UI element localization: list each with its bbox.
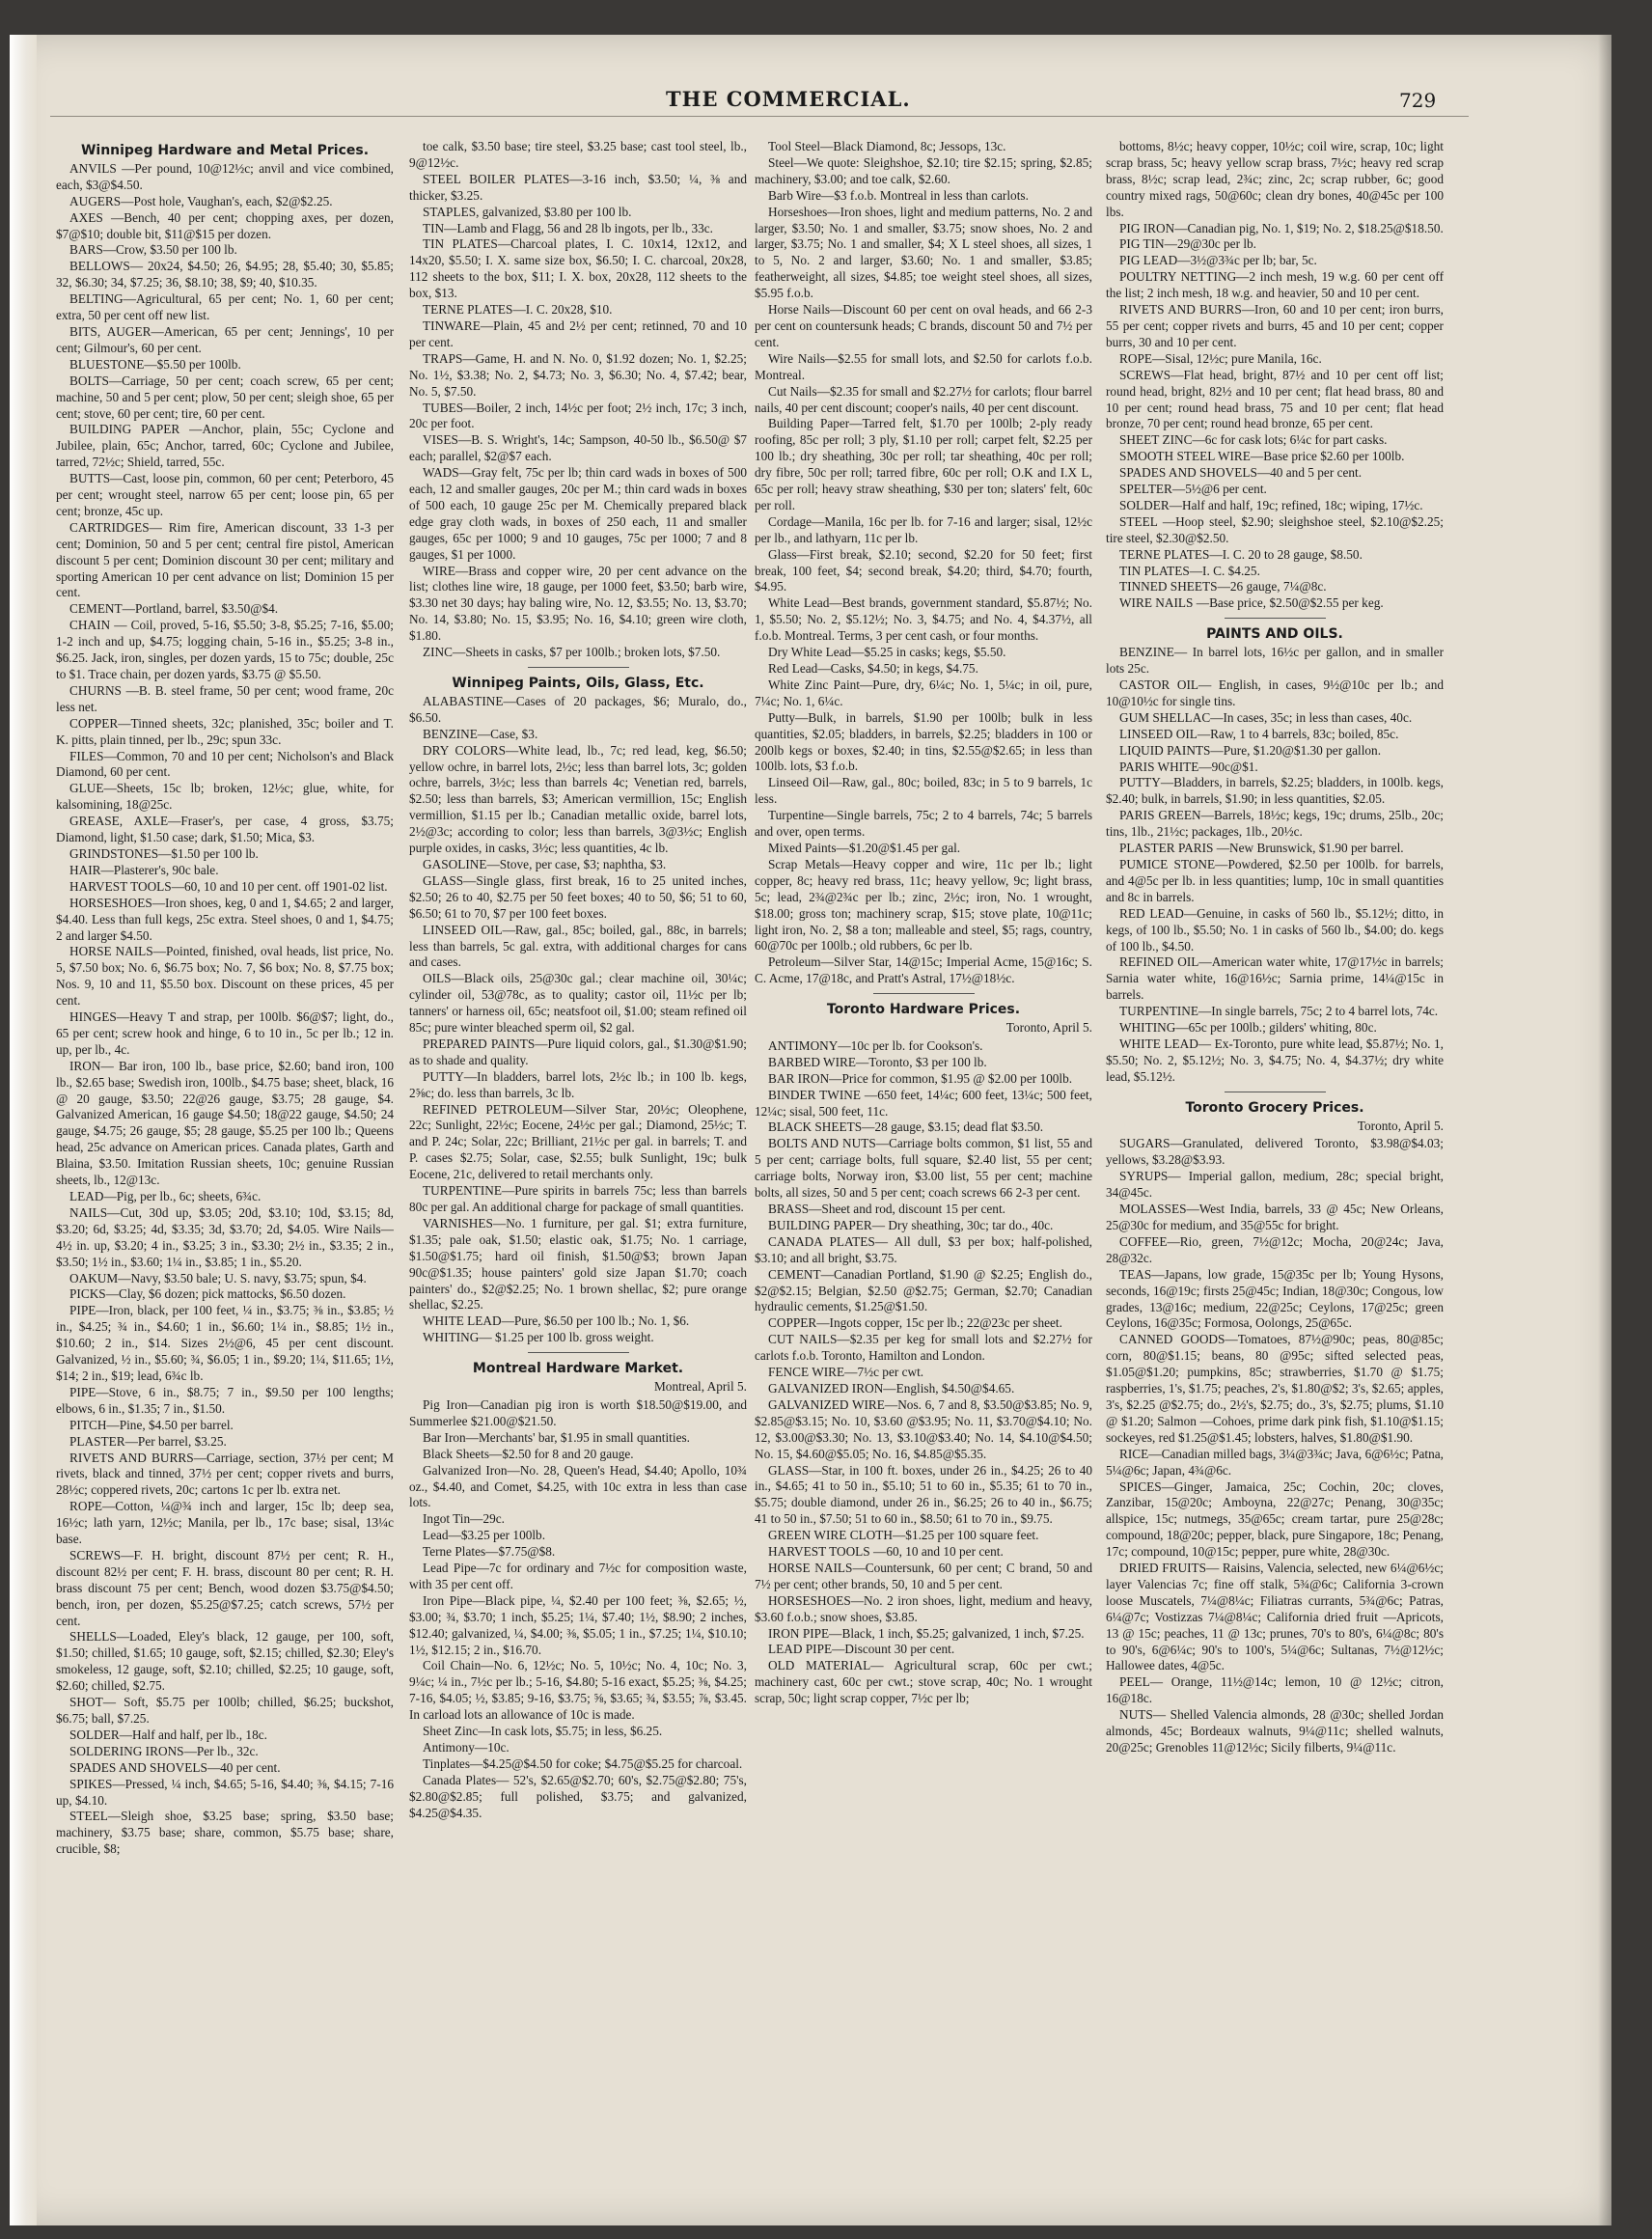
price-entry: STEEL BOILER PLATES—3-16 inch, $3.50; ¼, ⅜ and thicker, $3.25. bbox=[409, 171, 747, 203]
price-entry: Bar Iron—Merchants' bar, $1.95 in small quantities. bbox=[423, 1429, 690, 1445]
price-entry: BARS—Crow, $3.50 per 100 lb. bbox=[69, 242, 237, 258]
price-entry: SHOT— Soft, $5.75 per 100lb; chilled, $6.25; buckshot, $6.75; ball, $7.25. bbox=[56, 1695, 394, 1726]
section-heading: Winnipeg Paints, Oils, Glass, Etc. bbox=[452, 676, 704, 691]
price-entry: LINSEED OIL—Raw, gal., 85c; boiled, gal., 88c, in barrels; less than barrels, 5c gal. extra, with additional charges for cans and cases. bbox=[409, 922, 747, 970]
price-column-3 bbox=[755, 139, 1092, 2204]
price-entry: TRAPS—Game, H. and N. No. 0, $1.92 dozen; No. 1, $2.25; No. 1½, $3.38; No. 2, $4.73; No. 3, $6.30; No. 4, $7.42; bear, No. 5, $7.50. bbox=[409, 350, 747, 399]
price-entry: bottoms, 8½c; heavy copper, 10½c; coil wire, scrap, 10c; light scrap brass, 5c; heavy yellow scrap brass, 7½c; heavy red scrap brass, 8½c; scrap lead, 2¾c; zinc, 2c; scrap rubber, 6c; good country mixed rags, 50@60c; clean dry bones, 40@45c per 100 lbs. bbox=[1106, 139, 1444, 219]
dateline: Toronto, April 5. bbox=[1005, 1020, 1092, 1036]
price-entry: Canada Plates— 52's, $2.65@$2.70; 60's, $2.75@$2.80; 75's, $2.80@$2.85; full polished, $3.75; and galvanized, $4.25@$4.35. bbox=[409, 1772, 747, 1820]
price-entry: RIVETS AND BURRS—Iron, 60 and 10 per cent; iron burrs, 55 per cent; copper rivets and burrs, 45 and 10 per cent; copper burrs, 30 and 10 per cent. bbox=[1106, 302, 1444, 349]
price-entry: HORSESHOES—Iron shoes, keg, 0 and 1, $4.65; 2 and larger, $4.40. Less than full kegs, 25c extra. Steel shoes, 0 and 1, $4.75; 2 and larger $4.50. bbox=[56, 895, 394, 943]
price-entry: HAIR—Plasterer's, 90c bale. bbox=[69, 862, 219, 877]
price-entry: SCREWS—F. H. bright, discount 87½ per cent; R. H., discount 82½ per cent; F. H. brass, discount 80 per cent; R. H. brass discount 75 per cent; Bench, wood dozen $3.75@$4.50; bench, iron, per dozen, $5.25@$7.25; catch screws, 57½ per cent. bbox=[56, 1547, 394, 1628]
price-entry: FENCE WIRE—7½c per cwt. bbox=[768, 1365, 924, 1380]
price-entry: SMOOTH STEEL WIRE—Base price $2.60 per 100lb. bbox=[1119, 449, 1405, 464]
section-divider bbox=[873, 993, 975, 994]
price-entry: LINSEED OIL—Raw, 1 to 4 barrels, 83c; boiled, 85c. bbox=[1119, 726, 1399, 741]
price-entry: CHURNS —B. B. steel frame, 50 per cent; wood frame, 20c less net. bbox=[56, 682, 394, 714]
price-entry: Building Paper—Tarred felt, $1.70 per 100lb; 2-ply ready roofing, 85c per roll; 3 ply, $1.10 per roll; carpet felt, $2.25 per 100 lb.; dry sheathing, 30c per roll; tar sheathing, 40c per roll; dry fibre, 50c per roll; tarred fibre, 60c per roll; O.K and I.X L, 65c per roll; heavy straw sheathing, $30 per ton; slaters' felt, 60c per roll. bbox=[755, 416, 1092, 512]
price-entry: Putty—Bulk, in barrels, $1.90 per 100lb; bulk in less quantities, $2.05; bladders, in barrels, $2.25; bladders in 100 or 200lb kegs or boxes, $2.40; in tins, $2.55@$2.65; in less than 100lb. lots, $3 f.o.b. bbox=[755, 709, 1092, 774]
price-entry: CANADA PLATES— All dull, $3 per box; half-polished, $3.10; and all bright, $3.75. bbox=[755, 1233, 1092, 1265]
price-entry: GLUE—Sheets, 15c lb; broken, 12½c; glue, white, for kalsomining, 18@25c. bbox=[56, 781, 394, 813]
price-entry: TIN PLATES—I. C. $4.25. bbox=[1119, 563, 1260, 578]
price-column-1 bbox=[56, 139, 394, 2204]
price-entry: GLASS—Star, in 100 ft. boxes, under 26 in., $4.25; 26 to 40 in., $4.65; 41 to 50 in., $5.10; 51 to 60 in., $5.35; 61 to 70 in., $5.75; double diamond, under 26 in., $6.25; 26 to 40 in., $6.75; 41 to 50 in., $7.50; 51 to 60 in., $8.50; 61 to 70 in., $9.75. bbox=[755, 1462, 1092, 1527]
price-entry: SCREWS—Flat head, bright, 87½ and 10 per cent off list; round head, bright, 82½ and 10 per cent; flat head brass, 80 and 10 per cent; round head brass, 75 and 10 per cent; flat head bronze, 70 per cent; round head bronze, 65 per cent. bbox=[1106, 367, 1444, 431]
price-entry: PICKS—Clay, $6 dozen; pick mattocks, $6.50 dozen. bbox=[69, 1286, 346, 1302]
price-entry: BLACK SHEETS—28 gauge, $3.15; dead flat $3.50. bbox=[768, 1120, 1044, 1135]
price-entry: White Zinc Paint—Pure, dry, 6¼c; No. 1, 5¼c; in oil, pure, 7¼c; No. 1, 6¼c. bbox=[755, 677, 1092, 708]
price-entry: WHITING— $1.25 per 100 lb. gross weight. bbox=[423, 1330, 654, 1345]
price-entry: Cut Nails—$2.35 for small and $2.27½ for carlots; flour barrel nails, 40 per cent discount; cooper's nails, 40 per cent discount. bbox=[755, 383, 1092, 415]
price-entry: BOLTS AND NUTS—Carriage bolts common, $1 list, 55 and 5 per cent; carriage bolts, full square, $2.40 list, 55 per cent; carriage bolts, Norway iron, $3.00 list, 55 per cent; machine bolts, all sizes, 50 and 5 per cent; coach screws 66 2-3 per cent. bbox=[755, 1136, 1092, 1201]
section-divider bbox=[528, 1352, 629, 1353]
page-edge-shadow bbox=[1598, 35, 1611, 2225]
price-entry: Wire Nails—$2.55 for small lots, and $2.50 for carlots f.o.b. Montreal. bbox=[755, 350, 1092, 382]
price-entry: BENZINE—Case, $3. bbox=[423, 726, 538, 741]
price-entry: Petroleum—Silver Star, 14@15c; Imperial Acme, 15@16c; S. C. Acme, 17@18c, and Pratt's Astral, 17½@18½c. bbox=[755, 954, 1092, 986]
price-entry: COFFEE—Rio, green, 7½@12c; Mocha, 20@24c; Java, 28@32c. bbox=[1106, 1233, 1444, 1265]
price-entry: ANTIMONY—10c per lb. for Cookson's. bbox=[768, 1037, 983, 1053]
price-entry: BENZINE— In barrel lots, 16½c per gallon, and in smaller lots 25c. bbox=[1106, 645, 1444, 677]
price-entry: PLASTER—Per barrel, $3.25. bbox=[69, 1433, 227, 1449]
price-entry: FILES—Common, 70 and 10 per cent; Nicholson's and Black Diamond, 60 per cent. bbox=[56, 748, 394, 780]
price-entry: Tool Steel—Black Diamond, 8c; Jessops, 13c. bbox=[768, 139, 1006, 153]
section-heading: Toronto Grocery Prices. bbox=[1185, 1099, 1364, 1116]
price-entry: MOLASSES—West India, barrels, 33 @ 45c; New Orleans, 25@30c for medium, and 35@55c for bright. bbox=[1106, 1202, 1444, 1232]
price-entry: ANVILS —Per pound, 10@12½c; anvil and vice combined, each, $3@$4.50. bbox=[56, 160, 394, 192]
price-entry: WIRE NAILS —Base price, $2.50@$2.55 per keg. bbox=[1119, 595, 1384, 611]
price-entry: Coil Chain—No. 6, 12½c; No. 5, 10½c; No. 4, 10c; No. 3, 9¼c; ¼ in., 7½c per lb.; 5-16, $4.80; 5-16 exact, $5.25; ⅜, $4.25; 7-16, $4.05; ½, $3.85; 9-16, $3.75; ⅝, $3.65; ¾, $3.55; ⅞, $3.45. In carload lots an allowance of 10c is made. bbox=[409, 1658, 747, 1723]
price-entry: HARVEST TOOLS —60, 10 and 10 per cent. bbox=[768, 1544, 1004, 1560]
price-entry: ROPE—Cotton, ¼@¾ inch and larger, 15c lb; deep sea, 16½c; lath yarn, 12½c; Manila, per lb., 17c base; sisal, 13¼c base. bbox=[56, 1499, 394, 1547]
price-entry: HORSE NAILS—Countersunk, 60 per cent; C brand, 50 and 7½ per cent; other brands, 50, 10 and 5 per cent. bbox=[755, 1560, 1092, 1591]
price-entry: SPICES—Ginger, Jamaica, 25c; Cochin, 20c; cloves, Zanzibar, 15@20c; Amboyna, 22@27c; Penang, 30@35c; allspice, 15c; nutmegs, 35@65c; cream tartar, pure 25@28c; compound, 18@20c; pepper, black, pure Singapore, 18c; Penang, 17c; compound, 10@15c; pepper, pure white, 28@30c. bbox=[1106, 1479, 1444, 1560]
price-entry: CEMENT—Canadian Portland, $1.90 @ $2.25; English do., $2@$2.15; Belgian, $2.50 @$2.75; German, $2.70; Canadian hydraulic cements, $1.25@$1.50. bbox=[755, 1266, 1092, 1314]
price-entry: IRON PIPE—Black, 1 inch, $5.25; galvanized, 1 inch, $7.25. bbox=[768, 1625, 1085, 1641]
price-entry: STAPLES, galvanized, $3.80 per 100 lb. bbox=[423, 204, 632, 219]
price-entry: White Lead—Best brands, government standard, $5.87½; No. 1, $5.50; No. 2, $5.12½; No. 3, $4.75; and No. 4, $4.37½, all f.o.b. Montreal. Terms, 3 per cent cash, or four months. bbox=[755, 595, 1092, 644]
price-entry: Ingot Tin—29c. bbox=[423, 1511, 505, 1527]
price-entry: BUTTS—Cast, loose pin, common, 60 per cent; Peterboro, 45 per cent; wrought steel, narrow 65 per cent; loose pin, 65 per cent; bronze, 45c up. bbox=[56, 471, 394, 518]
price-entry: TERNE PLATES—I. C. 20x28, $10. bbox=[423, 302, 613, 318]
price-entry: PIPE—Iron, black, per 100 feet, ¼ in., $3.75; ⅜ in., $3.85; ½ in., $4.25; ¾ in., $4.60; 1 in., $6.60; 1¼ in., $8.85; 1½ in., $10.60; 2 in., $14. Sizes 2½@6, 45 per cent discount. Galvanized, ½ in., $5.60; ¾, $6.05; 1 in., $9.20; 1¼, $11.65; 1½, $14; 2 in., $19; lead, 6¾c lb. bbox=[56, 1303, 394, 1383]
price-entry: IRON— Bar iron, 100 lb., base price, $2.60; band iron, 100 lb., $2.65 base; Swedish iron, 100lb., $4.75 base; sheet, black, 16 @ 20 gauge, $3.50; 22@26 gauge, $3.75; 28 gauge, $4. Galvanized American, 16 gauge $4.50; 18@22 gauge, $4.50; 24 gauge, $4.75; 26 gauge, $5; 28 gauge, $5.25 per 100 lb.; Queens head, 25c advance on American prices. Canada plates, Garth and Blaina, $3.50. Imitation Russian sheets, 10c; genuine Russian sheets, lb., 12@13c. bbox=[56, 1058, 394, 1188]
price-entry: CUT NAILS—$2.35 per keg for small lots and $2.27½ for carlots f.o.b. Toronto, Hamilton and London. bbox=[755, 1332, 1092, 1364]
section-heading: PAINTS AND OILS. bbox=[1206, 626, 1343, 643]
price-entry: HORSESHOES—No. 2 iron shoes, light, medium and heavy, $3.60 f.o.b.; snow shoes, $3.85. bbox=[755, 1592, 1092, 1624]
price-entry: POULTRY NETTING—2 inch mesh, 19 w.g. 60 per cent off the list; 2 inch mesh, 18 w.g. and heavier, 50 and 10 per cent. bbox=[1106, 269, 1444, 301]
price-entry: CEMENT—Portland, barrel, $3.50@$4. bbox=[69, 601, 279, 617]
price-entry: Black Sheets—$2.50 for 8 and 20 gauge. bbox=[423, 1446, 634, 1461]
price-entry: GREASE, AXLE—Fraser's, per case, 4 gross, $3.75; Diamond, light, $1.50 case; dark, $1.50; Mica, $3. bbox=[56, 814, 394, 845]
price-entry: LEAD PIPE—Discount 30 per cent. bbox=[768, 1642, 955, 1657]
price-entry: Scrap Metals—Heavy copper and wire, 11c per lb.; light copper, 8c; heavy red brass, 11c; heavy yellow, 9c; light brass, 5c; lead, 2¾@2¾c per lb.; zinc, 2½c; iron, No. 1 wrought, $18.00; gross ton; machinery scrap, $15; stove plate, 10@11c; light iron, No. 2, $8 a ton; malleable and steel, $5; rags, country, 60@70c per 100lb.; old rubbers, 6c per lb. bbox=[755, 856, 1092, 954]
price-entry: Linseed Oil—Raw, gal., 80c; boiled, 83c; in 5 to 9 barrels, 1c less. bbox=[755, 775, 1092, 807]
price-entry: PARIS WHITE—90c@$1. bbox=[1119, 759, 1258, 774]
price-entry: HORSE NAILS—Pointed, finished, oval heads, list price, No. 5, $7.50 box; No. 6, $6.75 box; No. 7, $6 box; No. 8, $7.75 box; Nos. 9, 10 and 11, $5.50 box. Discount on these prices, 45 per cent. bbox=[56, 944, 394, 1009]
price-entry: Glass—First break, $2.10; second, $2.20 for 50 feet; first break, 100 feet, $4; second break, $4.20; third, $4.70; fourth, $4.95. bbox=[755, 546, 1092, 594]
price-entry: GREEN WIRE CLOTH—$1.25 per 100 square feet. bbox=[768, 1528, 1039, 1543]
price-entry: TEAS—Japans, low grade, 15@35c per lb; Young Hysons, seconds, 16@19c; firsts 25@45c; Indian, 18@30c; Congous, low grades, 13@16c; medium, 22@25c; Ceylons, 17@25c; green Ceylons, 16@35c; Formosa, Oolongs, 25@65c. bbox=[1106, 1266, 1444, 1331]
price-entry: SOLDER—Half and half, 19c; refined, 18c; wiping, 17½c. bbox=[1119, 497, 1423, 512]
price-entry: STEEL—Sleigh shoe, $3.25 base; spring, $3.50 base; machinery, $3.75 base; share, common, $5.75 base; share, crucible, $8; bbox=[56, 1809, 394, 1857]
price-entry: RED LEAD—Genuine, in casks of 560 lb., $5.12½; ditto, in kegs, of 100 lb., $5.50; No. 1 in casks of 560 lb., $4.00; do. kegs of 100 lb., $4.50. bbox=[1106, 905, 1444, 954]
price-entry: TUBES—Boiler, 2 inch, 14½c per foot; 2½ inch, 17c; 3 inch, 20c per foot. bbox=[409, 400, 747, 431]
price-entry: Iron Pipe—Black pipe, ¼, $2.40 per 100 feet; ⅜, $2.65; ½, $3.00; ¾, $3.70; 1 inch, $5.25; 1¼, $7.40; 1½, $8.90; 2 inches, $12.40; galvanized, ¼, $4.00; ⅜, $5.05; 1 in., $7.25; 1¼, $10.10; 1½, $12.15; 2 in., $16.70. bbox=[409, 1592, 747, 1657]
price-entry: SPIKES—Pressed, ¼ inch, $4.65; 5-16, $4.40; ⅜, $4.15; 7-16 up, $4.10. bbox=[56, 1776, 394, 1808]
price-entry: PIPE—Stove, 6 in., $8.75; 7 in., $9.50 per 100 lengths; elbows, 6 in., $1.35; 7 in., $1.50. bbox=[56, 1384, 394, 1416]
price-entry: CHAIN — Coil, proved, 5-16, $5.50; 3-8, $5.25; 7-16, $5.00; 1-2 inch and up, $4.75; logging chain, 5-16 in., $5.25; 3-8 in., $6.25. Jack, iron, singles, per dozen yards, 15 to 75c; double, 25c to $1. Trace chain, per dozen yards, $3.75 @ $5.50. bbox=[56, 618, 394, 681]
price-entry: VARNISHES—No. 1 furniture, per gal. $1; extra furniture, $1.35; pale oak, $1.50; elastic oak, $1.75; No. 1 carriage, $1.50@$1.75; hard oil finish, $1.50@$3; brown Japan 90c@$1.35; house painters' gold size Japan $1.70; coach painters' do., $2@$2.25; No. 1 brown shellac, $2; pure orange shellac, $2.25. bbox=[409, 1215, 747, 1313]
price-entry: PUTTY—In bladders, barrel lots, 2½c lb.; in 100 lb. kegs, 2⅝c; do. less than barrels, 3c lb. bbox=[409, 1068, 747, 1100]
price-entry: Horse Nails—Discount 60 per cent on oval heads, and 66 2-3 per cent on countersunk heads; C brands, discount 50 and 7½ per cent. bbox=[755, 302, 1092, 349]
price-entry: AUGERS—Post hole, Vaughan's, each, $2@$2.25. bbox=[69, 193, 333, 208]
price-entry: BELLOWS— 20x24, $4.50; 26, $4.95; 28, $5.40; 30, $5.85; 32, $6.30; 34, $7.25; 36, $8.10; 38, $9; 40, $10.35. bbox=[56, 259, 394, 290]
price-entry: REFINED OIL—American water white, 17@17½c in barrels; Sarnia water white, 16@16½c; Sarnia prime, 14¼@15c in barrels. bbox=[1106, 954, 1444, 1003]
price-entry: BLUESTONE—$5.50 per 100lb. bbox=[69, 356, 241, 372]
price-entry: ALABASTINE—Cases of 20 packages, $6; Muralo, do., $6.50. bbox=[409, 693, 747, 725]
price-entry: HINGES—Heavy T and strap, per 100lb. $6@$7; light, do., 65 per cent; screw hook and hinge, 6 to 10 in., 5c per lb.; 12 in. up, per lb., 4c. bbox=[56, 1009, 394, 1057]
price-entry: DRIED FRUITS— Raisins, Valencia, selected, new 6¼@6½c; layer Valencias 7c; fine off stalk, 5¾@6c; California 3-crown loose Muscatels, 7¼@8¼c; Filiatras currants, 5¾@6c; Patras, 6¼@7c; Vostizzas 7¼@8¼c; California dried fruit —Apricots, 13 @ 15c; peaches, 11 @ 13c; prunes, 70's to 80's, 6¼@8c; 80's to 90's, 6@6¼c; 90's to 100's, 5¼@6c; Sultanas, 7½@12½c; Hallowee dates, 4@5c. bbox=[1106, 1561, 1444, 1673]
price-entry: Mixed Paints—$1.20@$1.45 per gal. bbox=[768, 840, 961, 855]
price-entry: WADS—Gray felt, 75c per lb; thin card wads in boxes of 500 each, 12 and smaller gauges, 20c per M.; thin card wads in boxes of 500 each, 10 gauge 25c per M. Chemically prepared black edge gray cloth wads, in boxes of 250 each, 11 and smaller gauges, 65c per 1000; 9 and 10 gauges, 75c per 1000; 7 and 8 gauges, $1 per 1000. bbox=[409, 465, 747, 562]
price-entry: Galvanized Iron—No. 28, Queen's Head, $4.40; Apollo, 10¾ oz., $4.40, and Comet, $4.25, with 10c extra in less than case lots. bbox=[409, 1462, 747, 1510]
price-entry: WIRE—Brass and copper wire, 20 per cent advance on the list; clothes line wire, 18 gauge, per 1000 feet, $3.50; barb wire, $3.30 net 30 days; hay baling wire, No. 12, $3.55; No. 13, $3.70; No. 14, $3.80; No. 15, $3.95; No. 16, $4.10; green wire cloth, $1.80. bbox=[409, 563, 747, 644]
price-entry: LEAD—Pig, per lb., 6c; sheets, 6¾c. bbox=[69, 1189, 262, 1203]
price-entry: BOLTS—Carriage, 50 per cent; coach screw, 65 per cent; machine, 50 and 5 per cent; plow, 50 per cent; sleigh shoe, 65 per cent; stove, 60 per cent; tire, 60 per cent. bbox=[56, 373, 394, 421]
price-entry: BINDER TWINE —650 feet, 14¼c; 600 feet, 13¼c; 500 feet, 12¼c; sisal, 500 feet, 11c. bbox=[755, 1087, 1092, 1119]
price-entry: Cordage—Manila, 16c per lb. for 7-16 and larger; sisal, 12½c per lb., and lathyarn, 11c per lb. bbox=[755, 513, 1092, 545]
price-entry: Sheet Zinc—In cask lots, $5.75; in less, $6.25. bbox=[423, 1724, 663, 1739]
price-entry: CANNED GOODS—Tomatoes, 87½@90c; peas, 80@85c; corn, 80@$1.15; beans, 80 @95c; sifted selected peas, $1.05@$1.20; pumpkins, 85c; strawberries, $1.70 @ $1.75; raspberries, 1's, $1.75; peaches, 2's, $1.80@$2; 3's, $2.65; apples, 3's, $2.25 @$2.75; do., 2½'s, $2.75; do., 3's, $2.75; plums, $1.10 @ $1.20; Salmon —Cohoes, prime dark pink fish, $1.10@$1.15; sockeyes, red $1.25@$1.45; lobsters, halves, $1.80@$1.90. bbox=[1106, 1332, 1444, 1445]
section-heading: Toronto Hardware Prices. bbox=[826, 1002, 1021, 1018]
price-entry: TURPENTINE—Pure spirits in barrels 75c; less than barrels 80c per gal. An additional charge for package of small quantities. bbox=[409, 1183, 747, 1214]
price-entry: TINNED SHEETS—26 gauge, 7¼@8c. bbox=[1119, 579, 1327, 594]
price-entry: Antimony—10c. bbox=[423, 1740, 509, 1755]
price-entry: Barb Wire—$3 f.o.b. Montreal in less than carlots. bbox=[768, 187, 1029, 203]
price-entry: PUTTY—Bladders, in barrels, $2.25; bladders, in 100lb. kegs, $2.40; bulk, in barrels, $1.90; in less quantities, $2.05. bbox=[1106, 775, 1444, 807]
price-entry: Tinplates—$4.25@$4.50 for coke; $4.75@$5.25 for charcoal. bbox=[423, 1755, 743, 1771]
price-entry: VISES—B. S. Wright's, 14c; Sampson, 40-50 lb., $6.50@ $7 each; parallel, $2@$7 each. bbox=[409, 432, 747, 464]
price-entry: PARIS GREEN—Barrels, 18½c; kegs, 19c; drums, 25lb., 20c; tins, 1lb., 21½c; packages, 1lb., 20½c. bbox=[1106, 808, 1444, 840]
price-entry: BARBED WIRE—Toronto, $3 per 100 lb. bbox=[768, 1054, 987, 1069]
price-entry: NUTS— Shelled Valencia almonds, 28 @30c; shelled Jordan almonds, 45c; Bordeaux walnuts, 9¼@11c; shelled walnuts, 20@25c; Grenobles 11@12½c; Sicily filberts, 9¼@11c. bbox=[1106, 1707, 1444, 1755]
price-entry: Red Lead—Casks, $4.50; in kegs, $4.75. bbox=[768, 661, 978, 676]
price-entry: RICE—Canadian milled bags, 3¼@3¾c; Java, 6@6½c; Patna, 5¼@6c; Japan, 4¾@6c. bbox=[1106, 1446, 1444, 1478]
price-entry: PIG TIN—29@30c per lb. bbox=[1119, 236, 1256, 252]
page-number: 729 bbox=[1399, 89, 1437, 112]
price-entry: Dry White Lead—$5.25 in casks; kegs, $5.50. bbox=[768, 645, 1006, 660]
price-entry: DRY COLORS—White lead, lb., 7c; red lead, keg, $6.50; yellow ochre, in barrel lots, 2½c; less than barrel lots, 3c; golden ochre, barrels, 3½c; less than barrels 4c; Venetian red, barrels, $2.50; less than barrels, $3; American vermillion, 15c; English vermillion, $1.15 per lb.; Canadian metallic oxide, barrel lots, 2½@3c; according to color; less than barrels, 3@3½c; English purple oxides, in casks, 3½c; less quantities, 4c lb. bbox=[409, 742, 747, 856]
price-entry: SOLDER—Half and half, per lb., 18c. bbox=[69, 1727, 267, 1742]
price-entry: TERNE PLATES—I. C. 20 to 28 gauge, $8.50. bbox=[1119, 546, 1363, 562]
price-entry: Horseshoes—Iron shoes, light and medium patterns, No. 2 and larger, $3.50; No. 1 and smaller, $3.75; snow shoes, No. 2 and larger, $3.75; No. 1 and smaller, $4; X L steel shoes, all sizes, 1 to 5, No. 2 and larger, $3.60; No. 1 and smaller, $3.85; featherweight, all sizes, $4.85; toe weight steel shoes, all sizes, $5.95 f.o.b. bbox=[755, 204, 1092, 301]
price-entry: TIN PLATES—Charcoal plates, I. C. 10x14, 12x12, and 14x20, $5.50; I. X. same size box, $6.50; I. C. charcoal, 20x28, 112 sheets to the box, $11; I. X. box, 20x28, 112 sheets to the box, $13. bbox=[409, 236, 747, 301]
price-entry: SYRUPS— Imperial gallon, medium, 28c; special bright, 34@45c. bbox=[1106, 1169, 1444, 1201]
price-entry: PITCH—Pine, $4.50 per barrel. bbox=[69, 1417, 234, 1432]
header-rule bbox=[50, 116, 1469, 117]
price-entry: BITS, AUGER—American, 65 per cent; Jennings', 10 per cent; Gilmour's, 60 per cent. bbox=[56, 323, 394, 355]
price-entry: GLASS—Single glass, first break, 16 to 25 united inches, $2.50; 26 to 40, $2.75 per 50 feet boxes; 40 to 50, $6; 51 to 60, $6.50; 61 to 70, $7 per 100 feet boxes. bbox=[409, 872, 747, 921]
dateline: Toronto, April 5. bbox=[1357, 1118, 1444, 1133]
price-entry: WHITE LEAD— Ex-Toronto, pure white lead, $5.87½; No. 1, $5.50; No. 2, $5.12½; No. 3, $4.75; No. 4, $4.37½; dry white lead, $5.12½. bbox=[1106, 1036, 1444, 1084]
price-entry: BRASS—Sheet and rod, discount 15 per cent. bbox=[768, 1202, 1005, 1216]
section-heading: Winnipeg Hardware and Metal Prices. bbox=[80, 143, 370, 158]
price-entry: SUGARS—Granulated, delivered Toronto, $3.98@$4.03; yellows, $3.28@$3.93. bbox=[1106, 1136, 1444, 1168]
dateline: Montreal, April 5. bbox=[653, 1379, 747, 1395]
price-entry: HARVEST TOOLS—60, 10 and 10 per cent. off 1901-02 list. bbox=[69, 878, 388, 894]
price-column-2 bbox=[409, 139, 747, 2204]
price-entry: WHITING—65c per 100lb.; gilders' whiting, 80c. bbox=[1119, 1020, 1377, 1036]
price-entry: REFINED PETROLEUM—Silver Star, 20½c; Oleophene, 22c; Sunlight, 22½c; Eocene, 24½c per gal.; Diamond, 25½c; T. and P. 24c; Solar, 22c; Brilliant, 21½c per gal. in barrels; T. and P. cases $2.75; Solar, case, $2.55; bulk Sunlight, 19c; bulk Eocene, 21c, delivered to retail merchants only. bbox=[409, 1101, 747, 1182]
price-entry: WHITE LEAD—Pure, $6.50 per 100 lb.; No. 1, $6. bbox=[423, 1313, 690, 1329]
price-entry: LIQUID PAINTS—Pure, $1.20@$1.30 per gallon. bbox=[1119, 742, 1382, 758]
price-entry: CASTOR OIL— English, in cases, 9½@10c per lb.; and 10@10½c for single tins. bbox=[1106, 677, 1444, 708]
price-entry: COPPER—Ingots copper, 15c per lb.; 22@23c per sheet. bbox=[768, 1315, 1062, 1331]
section-divider bbox=[528, 667, 629, 668]
price-entry: PREPARED PAINTS—Pure liquid colors, gal., $1.30@$1.90; as to shade and quality. bbox=[409, 1036, 747, 1067]
section-heading: Montreal Hardware Market. bbox=[472, 1361, 684, 1377]
price-entry: SHEET ZINC—6c for cask lots; 6¼c for part casks. bbox=[1119, 432, 1388, 448]
price-entry: RIVETS AND BURRS—Carriage, section, 37½ per cent; M rivets, black and tinned, 37½ per cent; copper rivets and burrs, 28½c; coppered rivets, 20c; cartons 1c per lb. extra net. bbox=[56, 1450, 394, 1498]
price-entry: COPPER—Tinned sheets, 32c; planished, 35c; boiler and T. K. pitts, plain tinned, per lb., 29c; spun 33c. bbox=[56, 715, 394, 747]
price-entry: SOLDERING IRONS—Per lb., 32c. bbox=[69, 1743, 259, 1758]
price-column-4 bbox=[1106, 139, 1444, 2204]
price-entry: STEEL —Hoop steel, $2.90; sleighshoe steel, $2.10@$2.25; tire steel, $2.30@$2.50. bbox=[1106, 513, 1444, 545]
page-binding-gutter bbox=[10, 35, 37, 2225]
price-entry: TURPENTINE—In single barrels, 75c; 2 to 4 barrel lots, 74c. bbox=[1119, 1004, 1439, 1019]
price-entry: Turpentine—Single barrels, 75c; 2 to 4 barrels, 74c; 5 barrels and over, open terms. bbox=[755, 808, 1092, 840]
price-entry: OILS—Black oils, 25@30c gal.; clear machine oil, 30¼c; cylinder oil, 53@78c, as to quality; castor oil, 11½c per lb; tanners' or harness oil, 65c; neatsfoot oil, $1.00; steam refined oil 85c; pure winter bleached sperm oil, $2 gal. bbox=[409, 971, 747, 1036]
price-entry: BUILDING PAPER— Dry sheathing, 30c; tar do., 40c. bbox=[768, 1217, 1054, 1232]
price-entry: AXES —Bench, 40 per cent; chopping axes, per dozen, $7@$10; double bit, $11@$15 per dozen. bbox=[56, 209, 394, 241]
price-entry: PIG IRON—Canadian pig, No. 1, $19; No. 2, $18.25@$18.50. bbox=[1119, 220, 1444, 235]
price-entry: PUMICE STONE—Powdered, $2.50 per 100lb. for barrels, and 4@5c per lb. in less quantities; lump, 10c in small quantities and 8c in barrels. bbox=[1106, 856, 1444, 904]
price-entry: Lead Pipe—7c for ordinary and 7½c for composition waste, with 35 per cent off. bbox=[409, 1561, 747, 1591]
price-entry: CARTRIDGES— Rim fire, American discount, 33 1-3 per cent; Dominion, 50 and 5 per cent; central fire pistol, American discount 5 per cent; Dominion discount 30 per cent; military and sporting American 10 per cent advance on list; Dominion 15 per cent. bbox=[56, 519, 394, 600]
price-entry: SPADES AND SHOVELS—40 and 5 per cent. bbox=[1119, 465, 1363, 481]
newspaper-page bbox=[10, 35, 1611, 2225]
price-entry: ZINC—Sheets in casks, $7 per 100lb.; broken lots, $7.50. bbox=[423, 645, 721, 660]
price-entry: PIG LEAD—3½@3¾c per lb; bar, 5c. bbox=[1119, 253, 1317, 268]
price-entry: GALVANIZED IRON—English, $4.50@$4.65. bbox=[768, 1380, 1015, 1396]
price-entry: Steel—We quote: Sleighshoe, $2.10; tire $2.15; spring, $2.85; machinery, $3.00; and toe calk, $2.60. bbox=[755, 154, 1092, 186]
page-title: THE COMMERCIAL. bbox=[666, 87, 911, 111]
price-entry: GASOLINE—Stove, per case, $3; naphtha, $3. bbox=[423, 856, 667, 871]
price-entry: SPELTER—5½@6 per cent. bbox=[1119, 482, 1267, 497]
price-entry: GRINDSTONES—$1.50 per 100 lb. bbox=[69, 845, 259, 861]
price-entry: BAR IRON—Price for common, $1.95 @ $2.00 per 100lb. bbox=[768, 1070, 1073, 1086]
price-entry: TINWARE—Plain, 45 and 2½ per cent; retinned, 70 and 10 per cent. bbox=[409, 318, 747, 349]
price-entry: GUM SHELLAC—In cases, 35c; in less than cases, 40c. bbox=[1119, 709, 1413, 725]
price-entry: BELTING—Agricultural, 65 per cent; No. 1, 60 per cent; extra, 50 per cent off new list. bbox=[56, 291, 394, 323]
price-entry: Lead—$3.25 per 100lb. bbox=[423, 1528, 546, 1543]
price-entry: SPADES AND SHOVELS—40 per cent. bbox=[69, 1759, 281, 1775]
price-entry: TIN—Lamb and Flagg, 56 and 28 lb ingots, per lb., 33c. bbox=[423, 220, 713, 235]
price-entry: Terne Plates—$7.75@$8. bbox=[423, 1544, 556, 1560]
price-entry: PLASTER PARIS —New Brunswick, $1.90 per barrel. bbox=[1119, 841, 1404, 856]
section-divider bbox=[1225, 618, 1326, 619]
price-entry: OLD MATERIAL— Agricultural scrap, 60c per cwt.; machinery cast, 60c per cwt.; stove scrap, 40c; No. 1 wrought scrap, 50c; light scrap copper, 7½c per lb; bbox=[755, 1658, 1092, 1706]
price-entry: NAILS—Cut, 30d up, $3.05; 20d, $3.10; 10d, $3.15; 8d, $3.20; 6d, $3.25; 4d, $3.35; 3d, $3.70; 2d, $4.05. Wire Nails—4½ in. up, $3.20; 4 in., $3.25; 3 in., $3.30; 2½ in., $3.35; 2 in., $3.50; 1½ in., $3.60; 1¼ in., $3.85; 1 in., $5.20. bbox=[56, 1204, 394, 1269]
price-entry: GALVANIZED WIRE—Nos. 6, 7 and 8, $3.50@$3.85; No. 9, $2.85@$3.15; No. 10, $3.60 @$3.95; No. 11, $3.70@$4.10; No. 12, $3.00@$3.30; No. 13, $3.10@$3.40; No. 14, $4.10@$4.50; No. 15, $4.60@$5.05; No. 16, $4.85@$5.35. bbox=[755, 1396, 1092, 1461]
price-entry: BUILDING PAPER —Anchor, plain, 55c; Cyclone and Jubilee, plain, 65c; Anchor, tarred, 60c; Cyclone and Jubilee, tarred, 72½c; Shield, tarred, 55c. bbox=[56, 422, 394, 470]
price-entry: OAKUM—Navy, $3.50 bale; U. S. navy, $3.75; spun, $4. bbox=[69, 1270, 367, 1285]
price-entry: PEEL— Orange, 11½@14c; lemon, 10 @ 12½c; citron, 16@18c. bbox=[1106, 1674, 1444, 1706]
price-entry: SHELLS—Loaded, Eley's black, 12 gauge, per 100, soft, $1.50; chilled, $1.65; 10 gauge, soft, $2.15; chilled, $2.30; Eley's smokeless, 12 gauge, soft, $2.10; chilled, $2.25; 10 gauge, soft, $2.60; chilled, $2.75. bbox=[56, 1629, 394, 1694]
price-entry: ROPE—Sisal, 12½c; pure Manila, 16c. bbox=[1119, 350, 1322, 366]
price-entry: Pig Iron—Canadian pig iron is worth $18.50@$19.00, and Summerlee $21.00@$21.50. bbox=[409, 1396, 747, 1428]
price-entry: toe calk, $3.50 base; tire steel, $3.25 base; cast tool steel, lb., 9@12½c. bbox=[409, 139, 747, 170]
